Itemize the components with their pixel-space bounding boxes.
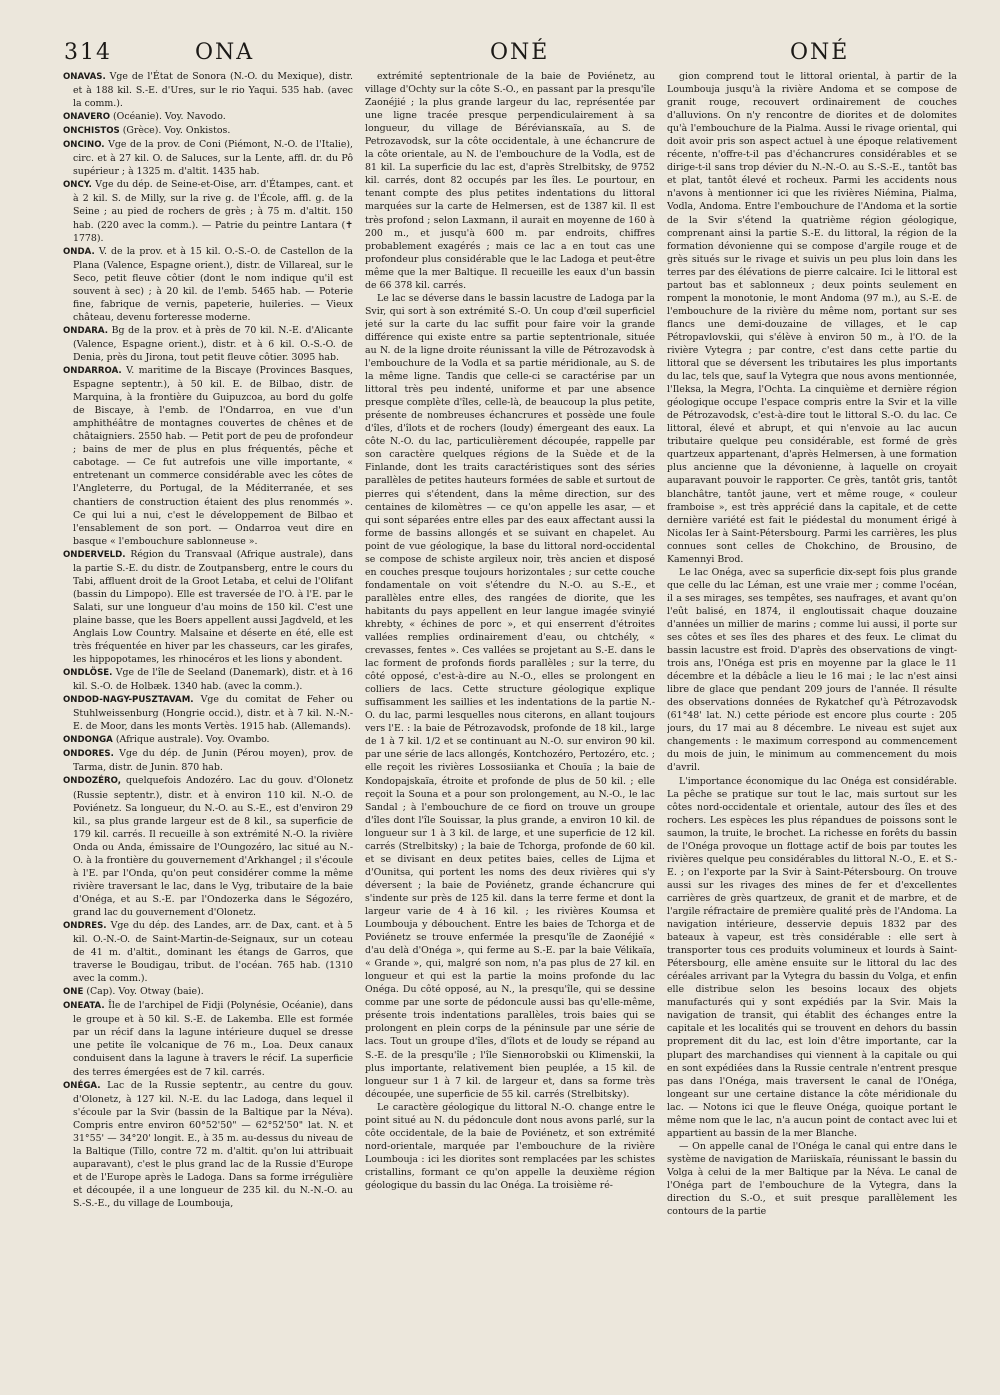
dictionary-entry <box>63 999 353 1078</box>
entry-headword: ONDLÖSE. <box>63 668 113 679</box>
entry-text: — On appelle canal de l'Onéga le canal qui entre dans le système de navigation de Mariiskaïa, réunissant le bassin du Volga à celui de la mer Baltique par la Néva. Le canal de l'Onéga part de l'embouchure de la Vytegra, dans la direction du S.-O., et suit presque parallèlement les contours de la partie <box>667 1140 957 1218</box>
entry-headword: ONDOZÉRO, <box>63 776 122 787</box>
entry-headword: ONDONGA <box>63 735 113 746</box>
entry-text: Vge du dép. de Seine-et-Oise, arr. d'Étampes, cant. et à 2 kil. S. de Milly, sur la rive g. de l'École, affl. g. de la Seine ; au pied de rochers de grès ; à 75 m. d'altit. 150 hab. (220 avec la comm.). — Patrie du peintre Lantara (✝ 1778). <box>73 179 353 244</box>
entry-headword: ONDERVELD. <box>63 549 126 560</box>
entry-text: Le caractère géologique du littoral N.-O. change entre le point situé au N. du pédoncule dont nous avons parlé, sur la côte occidentale, de la baie de Poviénetz, et son extrémité nord-orientale, marquée par l'embouchure de la rivière Loumbouja : ici les diorites sont remplacées par les schistes cristallins, formant ce qu'on appelle la deuxième région géologique du bassin du lac Onéga. La troisième ré- <box>365 1101 655 1191</box>
entry-headword: ONCINO. <box>63 140 105 151</box>
entry-paragraph <box>667 775 957 1140</box>
running-head-left: ONA <box>195 40 255 65</box>
entry-text: Bg de la prov. et à près de 70 kil. N.-E. d'Alicante (Valence, Espagne orient.), distr. et à 6 kil. O.-S.-O. de Denia, près du Jirona, tout petit fleuve côtier. 3095 hab. <box>73 324 353 363</box>
entry-headword: ONAVAS. <box>63 72 106 82</box>
entry-text: (Afrique australe). Voy. Ovambo. <box>112 734 270 746</box>
entry-text: Lac de la Russie septentr., au centre du gouv. d'Olonetz, à 127 kil. N.-E. du lac Ladoga, dans lequel il s'écoule par la Svir (bassin de la Baltique par la Néva). Compris entre environ 60°52'50" — 62°52'50" lat. N. et 31°55' — 34°20' longit. E., à 35 m. au-dessus du niveau de la Baltique (Tillo, contre 72 m. d'altit. qu'on lui attribuait auparavant), c'est le plus grand lac de la Russie d'Europe et de l'Europe après le Ladoga. Dans sa forme irrégulière et découpée, il a une longueur de 235 kil. du N.-N.-O. au S.-S.-E., du village de Loumbouja, <box>73 1079 353 1209</box>
dictionary-entry <box>63 548 353 666</box>
entry-text: gion comprend tout le littoral oriental, à partir de la Loumbouja jusqu'à la rivière Andoma et se compose de granit rouge, recouvert ordinairement de couches d'alluvions. On n'y rencontre de diorites et de dolomites qu'à l'embouchure de la Pialma. Aussi le rivage oriental, qui doit avoir pris son aspect actuel à une époque relativement récente, n'offre-t-il pas d'échancrures considérables et se dirige-t-il sans trop dévier du N.-N.-O. au S.-S.-E., tantôt bas et plat, tantôt élevé et rocheux. Parmi les accidents nous n'avons à mentionner ici que les rivières Niémina, Pialma, Vodla, Andoma. Entre l'embouchure de l'Andoma et la sortie de la Svir s'étend la quatrième région géologique, comprenant ainsi la partie S.-E. du littoral, la région de la formation dévonienne qui se compose d'argile rouge et de grès situés sur le rivage et suivis un peu plus loin dans les terres par des élévations de pierre calcaire. Ici le littoral est partout bas et sablonneux ; deux points seulement en rompent la monotonie, le mont Andoma (97 m.), au S.-E. de l'embouchure de la rivière du même nom, portant sur ses flancs une demi-douzaine de villages, et le cap Pétropavlovskii, qui s'élève à environ 50 m., à l'O. de la rivière Vytegra ; par contre, c'est dans cette partie du littoral que se déversent les tributaires les plus importants du lac, tels que, sauf la Vytegra que nous avons mentionnée, l'Ileksa, la Megra, l'Ochta. La cinquième et dernière région géologique occupe l'espace compris entre la Svir et la ville de Pétrozavodsk, c'est-à-dire tout le littoral S.-O. du lac. Ce littoral, élevé et abrupt, et qui n'envoie au lac aucun tributaire quelque peu considérable, est formé de grès quartzeux appartenant, d'après Helmersen, à une formation plus ancienne que la dévonienne, à laquelle on croyait auparavant pouvoir le rapporter. Ce grès, tantôt gris, tantôt blanchâtre, tantôt jaune, vert et même rouge, « couleur framboise », est très apprécié dans la capitale, et de cette dernière variété est fait le piédestal du monument érigé à Nicolas Ier à Saint-Pétersbourg. Parmi les carrières, les plus connues sont celles de Chokchino, de Brousino, de Kamennyi Brod. <box>667 71 957 565</box>
dictionary-entry <box>63 245 353 324</box>
entry-headword: ONDRES. <box>63 921 107 931</box>
entry-headword: ONCY. <box>63 180 92 191</box>
entry-text: extrémité septentrionale de la baie de Poviénetz, au village d'Ochty sur la côte S.-O., en passant par la presqu'île Zaonéjié ; la plus grande largeur du lac, représentée par une ligne tracée presque perpendiculairement à sa longueur, du village de Béréviansкаïa, au S. de Petrozavodsk, sur la côte occidentale, à une échancrure de la côte orientale, au N. de l'embouchure de la Vodla, est de 81 kil. La superficie du lac est, d'après Strelbitsky, de 9752 kil. carrés, dont 82 occupés par les îles. Le pourtour, en tenant compte des plus petites indentations du littoral marquées sur la carte de Helmersen, est de 1387 kil. Il est très profond ; selon Laxmann, il aurait en moyenne de 160 à 200 m., et jusqu'à 600 m. par endroits, chiffres probablement exagérés ; mais ce lac a en tout cas une profondeur plus considérable que le lac Ladoga et peut-être même que la mer Baltique. Il recueille les eaux d'un bassin de 66 378 kil. carrés. <box>365 71 655 291</box>
entry-text: Vge du dép. des Landes, arr. de Dax, cant. et à 5 kil. O.-N.-O. de Saint-Martin-de-Seignaux, sur un coteau de 41 m. d'altit., dominant les étangs de Garros, que traverse le Boudigau, tribut. de l'océan. 765 hab. (1310 avec la comm.). <box>73 920 353 985</box>
entry-headword: ONDOD-NAGY-PUSZTAVAM. <box>63 695 194 706</box>
entry-text: Le lac Onéga, avec sa superficie dix-sept fois plus grande que celle du lac Léman, est une vraie mer ; comme l'océan, il a ses mirages, ses tempêtes, ses naufrages, et avant qu'on l'eût balisé, en 1874, il engloutissait chaque douzaine d'années un millier de marins ; comme lui aussi, il porte sur ses côtes et ses îles des phares et des feux. Le climat du bassin lacustre est froid. D'après des observations de vingt-trois ans, l'Onéga est pris en moyenne par la glace le 11 décembre et la débâcle a lieu le 16 mai ; le lac n'est ainsi libre de glace que pendant 209 jours de l'année. Il résulte des observations données de Rykatchef qu'à Pétrozavodsk (61°48' lat. N.) cette période est encore plus courte : 205 jours, du 17 mai au 8 décembre. Le niveau est sujet aux changements : le maximum correspond au commencement du mois de juin, le minimum au commencement du mois d'avril. <box>667 566 957 774</box>
entry-text: L'importance économique du lac Onéga est considérable. La pêche se pratique sur tout le lac, mais surtout sur les côtes nord-occidentale et orientale, autour des îles et des rochers. Les espèces les plus répandues de poissons sont le saumon, la truite, le brochet. La richesse en forêts du bassin de l'Onéga provoque un flottage actif de bois par toutes les rivières quelque peu considérables du littoral N.-O., E. et S.-E. ; on l'exporte par la Svir à Saint-Pétersbourg. On trouve aussi sur les rivages des mines de fer et d'excellentes carrières de grès quartzeux, de granit et de marbre, et de l'argile réfractaire de première qualité près de l'Andoma. La navigation intérieure, desservie depuis 1832 par des bateaux à vapeur, est très considérable : elle sert à transporter tous ces produits volumineux et lourds à Saint-Pétersbourg, elle amène ensuite sur le littoral du lac des céréales arrivant par la Vytegra du bassin du Volga, et enfin elle distribue selon les besoins locaux des objets manufacturés qui y sont expédiés par la Svir. Mais la navigation de transit, qui établit des échanges entre la capitale et les localités qui se trouvent en dehors du bassin proprement dit du lac, est loin d'être importante, car la plupart des marchandises qui viennent à la capitale ou qui en sont expédiées dans la Russie centrale n'entrent presque pas dans l'Onéga, mais traversent le canal de l'Onéga, longeant sur une certaine distance la côte méridionale du lac. — Notons ici que le fleuve Onéga, quoique portant le même nom que le lac, n'a aucun point de contact avec lui et appartient au bassin de la mer Blanche. <box>667 775 957 1139</box>
entry-text: Vge du comitat de Feher ou Stuhlweissenburg (Hongrie occid.), distr. et à 7 kil. N.-N.-E. de Moor, dans les monts Vertès. 1915 hab. (Allemands). <box>73 694 353 733</box>
entry-text: Région du Transvaal (Afrique australe), dans la partie S.-E. du distr. de Zoutpansberg, entre le cours du Tabi, affluent droit de la Groot Letaba, et celui de l'Olifant (bassin du Limpopo). Elle est traversée de l'O. à l'E. par le Salati, sur une longueur d'au moins de 150 kil. C'est une plaine basse, que les Boers appellent aussi Jagdveld, et les Anglais Low Country. Malsaine et déserte en été, elle est très fréquentée en hiver par les chasseurs, car les girafes, les hippopotames, les rhinocéros et les lions y abondent. <box>73 548 353 666</box>
entry-text: Vge du dép. de Junin (Pérou moyen), prov. de Tarma, distr. de Junin. 870 hab. <box>73 748 353 774</box>
entry-paragraph <box>365 1101 655 1192</box>
entry-text: (Océanie). Voy. Navodo. <box>110 111 226 123</box>
dictionary-entry <box>63 919 353 985</box>
entry-headword: ONDARA. <box>63 325 108 336</box>
entry-text: (Grèce). Voy. Onkistos. <box>119 125 231 137</box>
entry-text: V. de la prov. et à 15 kil. O.-S.-O. de Castellon de la Plana (Valence, Espagne orient.), distr. de Villareal, sur le Seco, petit fleuve côtier (dont le nom indique qu'il est souvent à sec) ; à 20 kil. de l'emb. 5465 hab. — Poterie fine, fabrique de vernis, papeterie, huileries. — Vieux château, devenu forteresse moderne. <box>73 245 353 323</box>
entry-headword: ONDORES. <box>63 749 114 760</box>
dictionary-entry <box>63 178 353 244</box>
dictionary-entry <box>63 774 353 919</box>
entry-headword: ONEATA. <box>63 1001 105 1012</box>
column-1 <box>63 70 353 1390</box>
entry-text: Vge de la prov. de Coni (Piémont, N.-O. de l'Italie), circ. et à 27 kil. O. de Saluces, sur la Lente, affl. dr. du Pô supérieur ; à 1325 m. d'altit. 1435 hab. <box>73 139 353 178</box>
entry-text: Vge de l'île de Seeland (Danemark), distr. et à 16 kil. S.-O. de Holbæk. 1340 hab. (avec la comm.). <box>73 667 353 693</box>
entry-text: Vge de l'État de Sonora (N.-O. du Mexique), distr. et à 188 kil. S.-E. d'Ures, sur le rio Yaqui. 535 hab. (avec la comm.). <box>73 71 353 110</box>
dictionary-entry <box>63 693 353 733</box>
entry-text: quelquefois Andozéro. Lac du gouv. d'Olonetz (Russie septentr.), distr. et à environ 110 kil. N.-O. de Poviénetz. Sa longueur, du N.-O. au S.-E., est d'environ 29 kil., sa plus grande largeur est de 8 kil., sa superficie de 179 kil. carrés. Il recueille à son extrémité N.-O. la rivière Onda ou Anda, émissaire de l'Oungozéro, lac situé au N.-O. à la frontière du gouvernement d'Arkhangel ; il s'écoule à l'E. par l'Onda, qu'on peut considérer comme la même rivière traversant le lac, dans le Vyg, tributaire de la baie d'Onéga, et au S.-E. par l'Ondozerka dans le Ségozéro, grand lac du gouvernement d'Olonetz. <box>73 775 353 918</box>
entry-headword: ONAVERO <box>63 112 111 123</box>
dictionary-entry <box>63 110 353 124</box>
entry-headword: ONE <box>63 987 84 998</box>
column-2 <box>365 70 655 1390</box>
dictionary-entry <box>63 733 353 747</box>
dictionary-entry <box>63 324 353 364</box>
running-head-right: ONÉ <box>790 40 850 65</box>
dictionary-entry <box>63 747 353 774</box>
entry-paragraph <box>365 70 655 292</box>
running-head-center: ONÉ <box>490 40 550 65</box>
dictionary-entry <box>63 666 353 693</box>
entry-text: (Cap). Voy. Otway (baie). <box>83 986 204 998</box>
entry-paragraph <box>667 70 957 566</box>
entry-text: Le lac se déverse dans le bassin lacustre de Ladoga par la Svir, qui sort à son extrémité S.-O. Un coup d'œil superficiel jeté sur la carte du lac suffit pour faire voir la grande différence qui existe entre sa partie septentrionale, située au N. de la ligne droite réunissant la ville de Pétrozavodsk à l'embouchure de la Vodla et sa partie méridionale, au S. de la même ligne. Tandis que celle-ci se caractérise par un littoral très peu indenté, uniforme et par une absence presque complète d'îles, celle-là, de beaucoup la plus petite, présente de nombreuses échancrures et possède une foule d'îles, d'îlots et de rochers (loudy) émergeant des eaux. La côte N.-O. du lac, particulièrement découpée, rappelle par son caractère quelques régions de la Suède et de la Finlande, dont les traits caractéristiques sont des séries parallèles de petites hauteurs formées de sable et surtout de pierres qui s'étendent, dans la même direction, sur des centaines de kilomètres — ce qu'on appelle les asar, — et qui sont séparées entre elles par des eaux affectant aussi la forme de bassins allongés et se suivant en chapelet. Au point de vue géologique, la base du littoral nord-occidental se compose de schiste argileux noir, très ancien et disposé en couches presque toujours horizontales ; sur cette couche fondamentale on voit s'étendre du N.-O. au S.-E., et parallèles entre elles, des rangées de diorite, que les habitants du pays appellent en leur langue imagée svinyié khrebty, « échines de porc », et qui enserrent d'étroites vallées remplies ordinairement d'eau, ou chtchély, « crevasses, fentes ». Ces vallées se projetant au S.-E. dans le lac forment de profonds fiords parallèles ; sur la terre, du côté opposé, c'est-à-dire au N.-O., elles se prolongent en colliers de lacs. Cette structure géologique explique suffisamment les saillies et les indentations de la partie N.-O. du lac, parmi lesquelles nous citerons, en allant toujours vers l'E. : la baie de Pétrozavodsk, profonde de 18 kil., large de 1 à 7 kil. 1/2 et se continuant au N.-O. sur environ 90 kil. par une série de lacs allongés, Kontchozéro, Pertozéro, etc. ; elle reçoit les rivières Lossosiianka et Chouïa ; la baie de Kondopajskaïa, étroite et profonde de plus de 50 kil. ; elle reçoit la Souna et a pour son prolongement, au N.-O., le lac Sandal ; à l'embouchure de ce fiord on trouve un groupe d'îles dont l'île Souissar, la plus grande, a environ 10 kil. de longueur sur 1 à 3 kil. de large, et une superficie de 12 kil. carrés (Strelbitsky) ; la baie de Tchorga, profonde de 60 kil. et se divisant en deux petites baies, celles de Lijma et d'Ounitsa, qui portent les noms des deux rivières qui s'y déversent ; la baie de Poviénetz, grande échancrure qui s'indente sur près de 125 kil. dans la terre ferme et dont la largeur varie de 4 à 16 kil. ; les rivières Koumsa et Loumbouja y débouchent. Entre les baies de Tchorga et de Poviénetz se trouve enfermée la presqu'île de Zaonéjié « d'au delà d'Onéga », qui ferme au S.-E. par la baie Vélikaïa, « Grande », qui, malgré son nom, n'a pas plus de 27 kil. en longueur et qui est la partie la moins profonde du lac Onéga. Du côté opposé, au N., la presqu'île, qui se dessine comme par une sorte de pédoncule aussi bas qu'elle-même, présente trois indentations parallèles, trois baies qui se prolongent en plein corps de la péninsule par une série de lacs. Tout un groupe d'îles, d'îlots et de loudy se répand au S.-E. de la presqu'île ; l'île Sienногobskii ou Klimenskii, la plus importante, relativement bien peuplée, a 15 kil. de longueur sur 1 à 7 kil. de largeur et, dans sa forme très découpée, une superficie de 55 kil. carrés (Strelbitsky). <box>365 292 655 1100</box>
dictionary-entry <box>63 1079 353 1210</box>
entry-headword: ONCHISTOS <box>63 126 120 137</box>
entry-headword: ONÉGA. <box>63 1080 101 1091</box>
column-3 <box>667 70 957 1390</box>
entry-paragraph <box>667 1140 957 1218</box>
dictionary-entry <box>63 985 353 999</box>
entry-paragraph <box>365 292 655 1101</box>
entry-paragraph <box>667 566 957 775</box>
dictionary-entry <box>63 70 353 110</box>
entry-text: V. maritime de la Biscaye (Provinces Basques, Espagne septentr.), à 50 kil. E. de Bilbao, distr. de Marquina, à la frontière du Guipuzcoa, au bord du golfe de Biscaye, à l'emb. de l'Ondarroa, en vue d'un amphithéâtre de montagnes couvertes de chênes et de châtaigniers. 2550 hab. — Petit port de peu de profondeur ; bains de mer de plus en plus fréquentés, pêche et cabotage. — Ce fut autrefois une ville importante, « entretenant un commerce considérable avec les côtes de l'Angleterre, du Portugal, de la Méditerranée, et ses chantiers de construction étaient des plus renommés ». Ce qui lui a nui, c'est le développement de Bilbao et l'ensablement de son port. — Ondarroa veut dire en basque « l'embouchure sablonneuse ». <box>73 365 353 547</box>
entry-text: Île de l'archipel de Fidji (Polynésie, Océanie), dans le groupe et à 50 kil. S.-E. de Lakemba. Elle est formée par un récif dans la lagune intérieure duquel se dresse une petite île volcanique de 76 m., Loa. Deux canaux conduisent dans la lagune à travers le récif. La superficie des terres émergées est de 7 kil. carrés. <box>73 1000 353 1078</box>
dictionary-entry <box>63 364 353 548</box>
dictionary-entry <box>63 124 353 138</box>
entry-headword: ONDARROA. <box>63 366 122 377</box>
dictionary-entry <box>63 138 353 178</box>
entry-headword: ONDA. <box>63 246 95 257</box>
page-number: 314 <box>64 40 112 65</box>
